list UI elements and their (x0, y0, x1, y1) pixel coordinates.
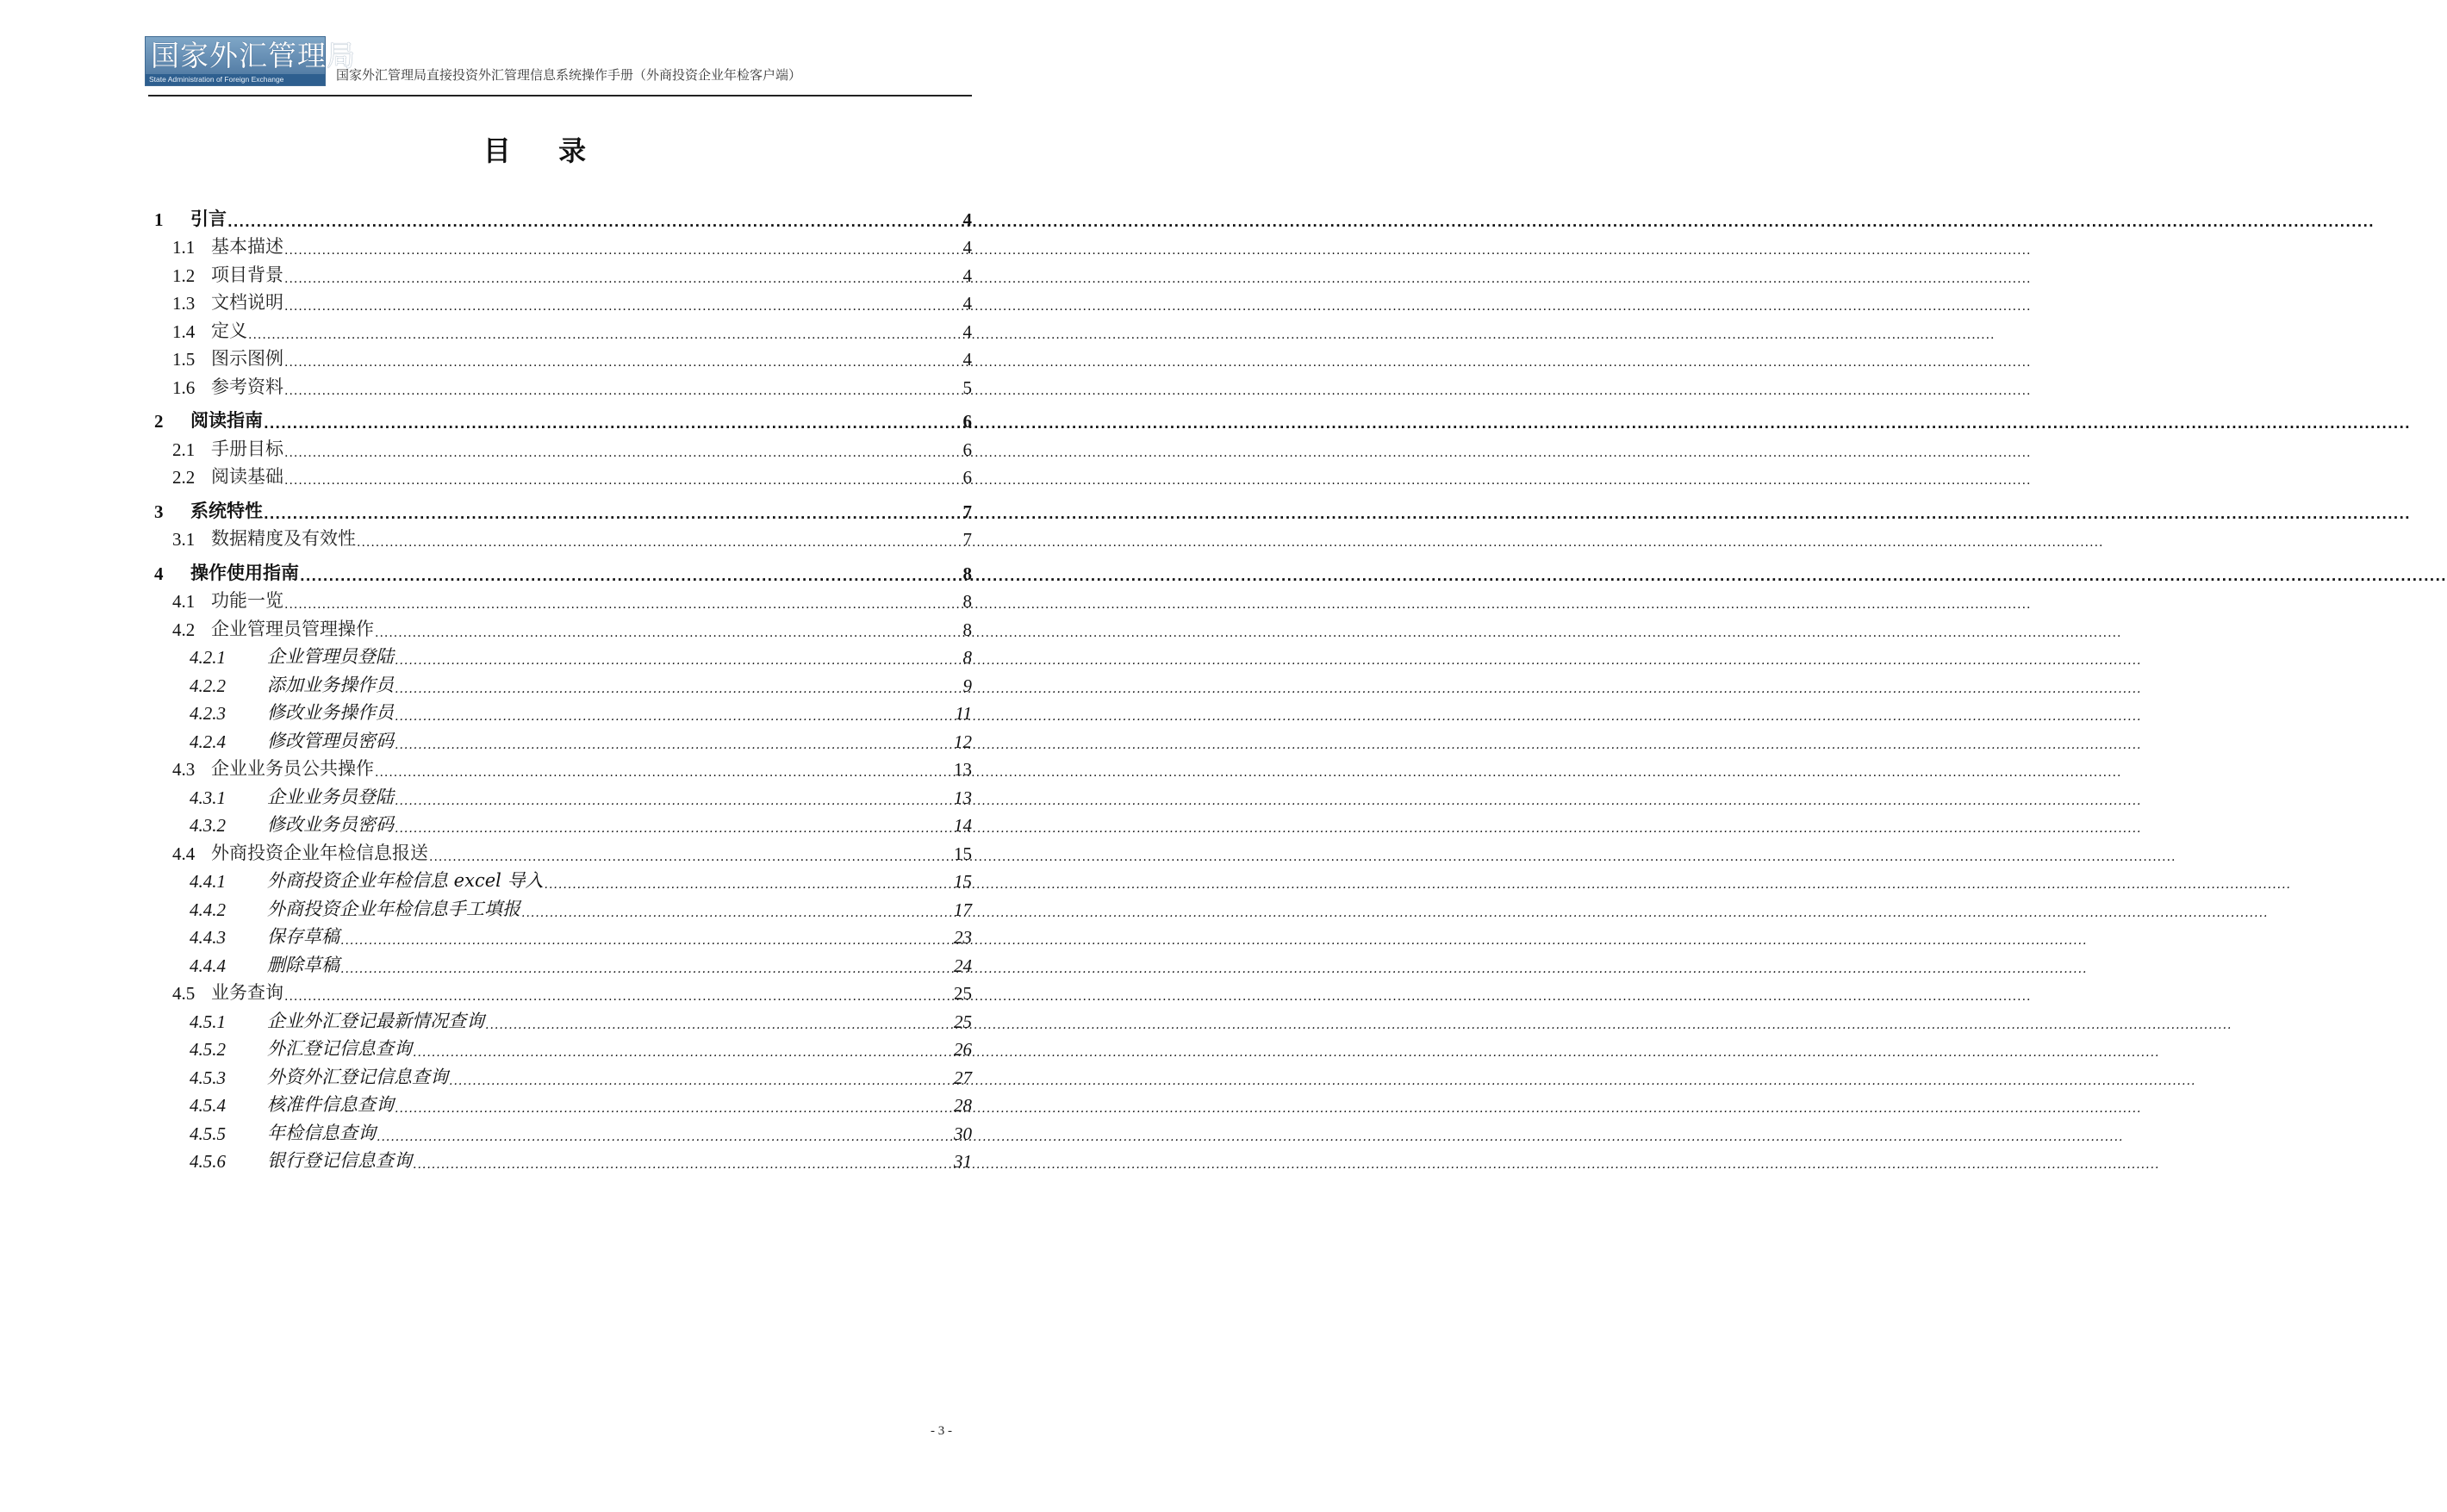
toc-entry[interactable] (152, 921, 972, 949)
toc-dot-leader (545, 874, 953, 893)
toc-dot-leader (375, 622, 962, 641)
toc-entry[interactable] (152, 1005, 972, 1033)
toc-entry-page: 4 (962, 293, 972, 314)
toc-entry-label: 参考资料 (211, 376, 283, 397)
toc-dot-leader (395, 1098, 953, 1117)
toc-entry-label: 核准件信息查询 (267, 1094, 394, 1115)
toc-entry-number: 2.1 (172, 439, 196, 460)
toc-entry-number: 4.3.1 (190, 787, 226, 808)
toc-entry-page: 26 (954, 1039, 972, 1060)
toc-dot-leader (284, 296, 962, 314)
toc-entry-page: 11 (955, 703, 972, 724)
toc-entry-page: 24 (954, 955, 972, 976)
toc-entry-number: 4.2.4 (190, 731, 226, 752)
toc-entry[interactable] (152, 314, 972, 343)
toc-dot-leader (264, 414, 962, 432)
toc-entry-page: 30 (954, 1123, 972, 1144)
toc-entry-label: 操作使用指南 (190, 562, 299, 583)
logo-english-text: State Administration of Foreign Exchange (146, 74, 325, 85)
toc-entry[interactable] (152, 781, 972, 809)
toc-dot-leader (357, 532, 962, 551)
toc-dot-leader (375, 762, 953, 781)
toc-entry-number: 4.4.4 (190, 955, 226, 976)
toc-entry-label: 企业业务员公共操作 (211, 758, 374, 779)
page-number: - 3 - (931, 1424, 952, 1438)
toc-entry-number: 4.5.2 (190, 1039, 226, 1060)
toc-dot-leader (227, 212, 962, 231)
toc-entry-number: 4.5.4 (190, 1095, 226, 1116)
toc-entry-page: 15 (954, 843, 972, 864)
toc-entry-page: 4 (962, 320, 972, 342)
toc-entry-number: 4.5.6 (190, 1151, 226, 1172)
toc-dot-leader (248, 324, 962, 343)
toc-entry[interactable] (152, 343, 972, 371)
toc-dot-leader (395, 790, 953, 809)
toc-entry-number: 2 (154, 411, 164, 432)
toc-entry[interactable] (152, 495, 972, 523)
toc-entry-label: 手册目标 (211, 438, 283, 459)
toc-entry[interactable] (152, 1117, 972, 1145)
toc-dot-leader (284, 470, 962, 488)
toc-entry-label: 企业管理员管理操作 (211, 618, 374, 639)
toc-entry-label: 文档说明 (211, 292, 283, 313)
toc-entry-number: 1.3 (172, 293, 196, 314)
toc-entry-page: 13 (954, 787, 972, 808)
toc-entry-label: 外商投资企业年检信息 excel 导入 (267, 870, 544, 891)
toc-entry[interactable] (152, 1061, 972, 1089)
toc-entry-number: 4.4.1 (190, 871, 226, 892)
toc-entry-label: 系统特性 (190, 500, 263, 521)
toc-entry-number: 1.5 (172, 349, 196, 370)
toc-entry-number: 4.2.1 (190, 647, 226, 668)
toc-dot-leader (521, 902, 953, 921)
toc-entry[interactable] (152, 1033, 972, 1061)
toc-entry-number: 1.6 (172, 376, 196, 398)
toc-entry[interactable] (152, 202, 972, 231)
toc-entry-number: 3.1 (172, 529, 196, 550)
toc-entry-page: 6 (962, 411, 972, 432)
toc-entry-label: 添加业务操作员 (267, 674, 394, 695)
toc-entry[interactable] (152, 1145, 972, 1173)
toc-entry[interactable] (152, 809, 972, 837)
toc-entry[interactable] (152, 753, 972, 781)
toc-title: 目 录 (483, 134, 606, 167)
toc-entry[interactable] (152, 893, 972, 921)
toc-entry[interactable] (152, 258, 972, 287)
toc-entry[interactable] (152, 865, 972, 893)
toc-entry-page: 6 (962, 467, 972, 488)
toc-dot-leader (284, 352, 962, 370)
toc-entry[interactable] (152, 405, 972, 433)
toc-entry-label: 保存草稿 (267, 926, 339, 947)
toc-entry-label: 外商投资企业年检信息手工填报 (267, 898, 520, 919)
toc-entry-page: 15 (954, 871, 972, 892)
toc-entry-number: 4.5.3 (190, 1067, 226, 1088)
toc-entry[interactable] (152, 977, 972, 1005)
toc-entry-page: 23 (954, 927, 972, 948)
toc-entry-page: 4 (962, 208, 972, 230)
toc-dot-leader (284, 594, 962, 613)
toc-entry-page: 14 (954, 815, 972, 836)
toc-entry-page: 27 (954, 1067, 972, 1088)
toc-entry[interactable] (152, 231, 972, 259)
toc-entry-label: 年检信息查询 (267, 1122, 376, 1143)
toc-entry-number: 4.5 (172, 983, 196, 1004)
toc-entry-number: 4.2 (172, 619, 196, 640)
toc-entry-page: 8 (962, 591, 972, 612)
toc-entry-label: 外商投资企业年检信息报送 (211, 842, 428, 863)
toc-dot-leader (395, 650, 962, 669)
toc-entry-label: 阅读基础 (211, 466, 283, 487)
toc-dot-leader (264, 504, 962, 523)
toc-entry-page: 25 (954, 983, 972, 1004)
toc-entry-number: 4.4.2 (190, 899, 226, 920)
toc-entry-page: 7 (962, 501, 972, 522)
toc-entry[interactable] (152, 370, 972, 399)
toc-entry-page: 8 (962, 647, 972, 668)
toc-entry-label: 数据精度及有效性 (211, 528, 356, 549)
toc-entry-number: 3 (154, 501, 164, 522)
toc-entry-label: 修改业务操作员 (267, 702, 394, 723)
toc-dot-leader (284, 268, 962, 287)
toc-entry-number: 4.1 (172, 591, 196, 612)
toc-entry-label: 业务查询 (211, 982, 283, 1003)
header-divider (148, 95, 972, 96)
toc-entry[interactable] (152, 613, 972, 641)
toc-entry-number: 1.2 (172, 264, 196, 286)
toc-entry-page: 9 (962, 675, 972, 696)
toc-dot-leader (340, 958, 953, 977)
toc-entry-label: 阅读指南 (190, 410, 263, 431)
toc-entry-label: 项目背景 (211, 264, 283, 285)
toc-entry-page: 6 (962, 439, 972, 460)
toc-entry-label: 引言 (190, 208, 227, 229)
toc-entry-page: 31 (954, 1151, 972, 1172)
toc-entry-page: 25 (954, 1011, 972, 1032)
toc-entry[interactable] (152, 432, 972, 461)
toc-entry-page: 12 (954, 731, 972, 752)
toc-entry-label: 定义 (211, 320, 247, 341)
toc-entry[interactable] (152, 697, 972, 725)
toc-entry[interactable] (152, 585, 972, 613)
toc-entry-page: 8 (962, 619, 972, 640)
toc-entry-page: 28 (954, 1095, 972, 1116)
toc-dot-leader (284, 442, 962, 461)
toc-entry-label: 银行登记信息查询 (267, 1150, 412, 1171)
toc-entry-number: 4.4 (172, 843, 196, 864)
toc-entry-page: 8 (962, 563, 972, 584)
toc-entry-number: 4.3 (172, 759, 196, 780)
toc-entry[interactable] (152, 287, 972, 315)
toc-entry[interactable] (152, 949, 972, 977)
toc-entry-page: 4 (962, 264, 972, 286)
toc-entry-page: 7 (962, 529, 972, 550)
table-of-contents (152, 196, 972, 1173)
toc-entry[interactable] (152, 1089, 972, 1117)
toc-entry-label: 修改管理员密码 (267, 730, 394, 751)
toc-dot-leader (413, 1154, 953, 1173)
toc-entry-label: 基本描述 (211, 236, 283, 257)
toc-entry-label: 删除草稿 (267, 954, 339, 975)
toc-entry-label: 外资外汇登记信息查询 (267, 1066, 448, 1087)
toc-dot-leader (300, 566, 962, 585)
toc-entry-page: 13 (954, 759, 972, 780)
toc-entry-number: 1.4 (172, 320, 196, 342)
toc-entry[interactable] (152, 523, 972, 551)
toc-entry[interactable] (152, 669, 972, 697)
toc-entry[interactable] (152, 641, 972, 669)
toc-entry-label: 图示图例 (211, 348, 283, 369)
toc-dot-leader (413, 1042, 953, 1061)
toc-entry-number: 4.2.2 (190, 675, 226, 696)
toc-dot-leader (485, 1014, 953, 1033)
toc-entry-page: 5 (962, 376, 972, 398)
toc-dot-leader (395, 818, 953, 837)
toc-entry-label: 修改业务员密码 (267, 814, 394, 835)
toc-entry-page: 17 (954, 899, 972, 920)
toc-entry-label: 外汇登记信息查询 (267, 1038, 412, 1059)
toc-entry-number: 4 (154, 563, 164, 584)
toc-entry-page: 4 (962, 237, 972, 258)
toc-dot-leader (449, 1070, 953, 1089)
toc-dot-leader (284, 380, 962, 399)
toc-dot-leader (429, 846, 953, 865)
toc-dot-leader (395, 706, 955, 725)
toc-entry-number: 1.1 (172, 237, 196, 258)
toc-dot-leader (340, 930, 953, 949)
toc-dot-leader (395, 734, 953, 753)
document-header-title: 国家外汇管理局直接投资外汇管理信息系统操作手册（外商投资企业年检客户端） (336, 67, 802, 83)
toc-entry-label: 企业外汇登记最新情况查询 (267, 1010, 484, 1031)
toc-entry-page: 4 (962, 349, 972, 370)
toc-entry-number: 1 (154, 208, 164, 230)
toc-dot-leader (284, 986, 953, 1005)
toc-entry-number: 4.4.3 (190, 927, 226, 948)
toc-entry[interactable] (152, 837, 972, 865)
toc-entry-number: 4.5.5 (190, 1123, 226, 1144)
toc-entry-number: 2.2 (172, 467, 196, 488)
toc-dot-leader (395, 678, 962, 697)
toc-entry[interactable] (152, 725, 972, 753)
toc-entry-label: 企业管理员登陆 (267, 646, 394, 667)
toc-entry[interactable] (152, 461, 972, 489)
toc-entry-number: 4.3.2 (190, 815, 226, 836)
toc-entry-number: 4.2.3 (190, 703, 226, 724)
logo-chinese-text: 国家外汇管理局 (151, 39, 356, 72)
toc-entry-label: 企业业务员登陆 (267, 786, 394, 807)
toc-dot-leader (377, 1126, 953, 1145)
toc-dot-leader (284, 240, 962, 258)
safe-logo (145, 36, 356, 86)
toc-entry[interactable] (152, 557, 972, 585)
toc-entry-label: 功能一览 (211, 590, 283, 611)
toc-entry-number: 4.5.1 (190, 1011, 226, 1032)
